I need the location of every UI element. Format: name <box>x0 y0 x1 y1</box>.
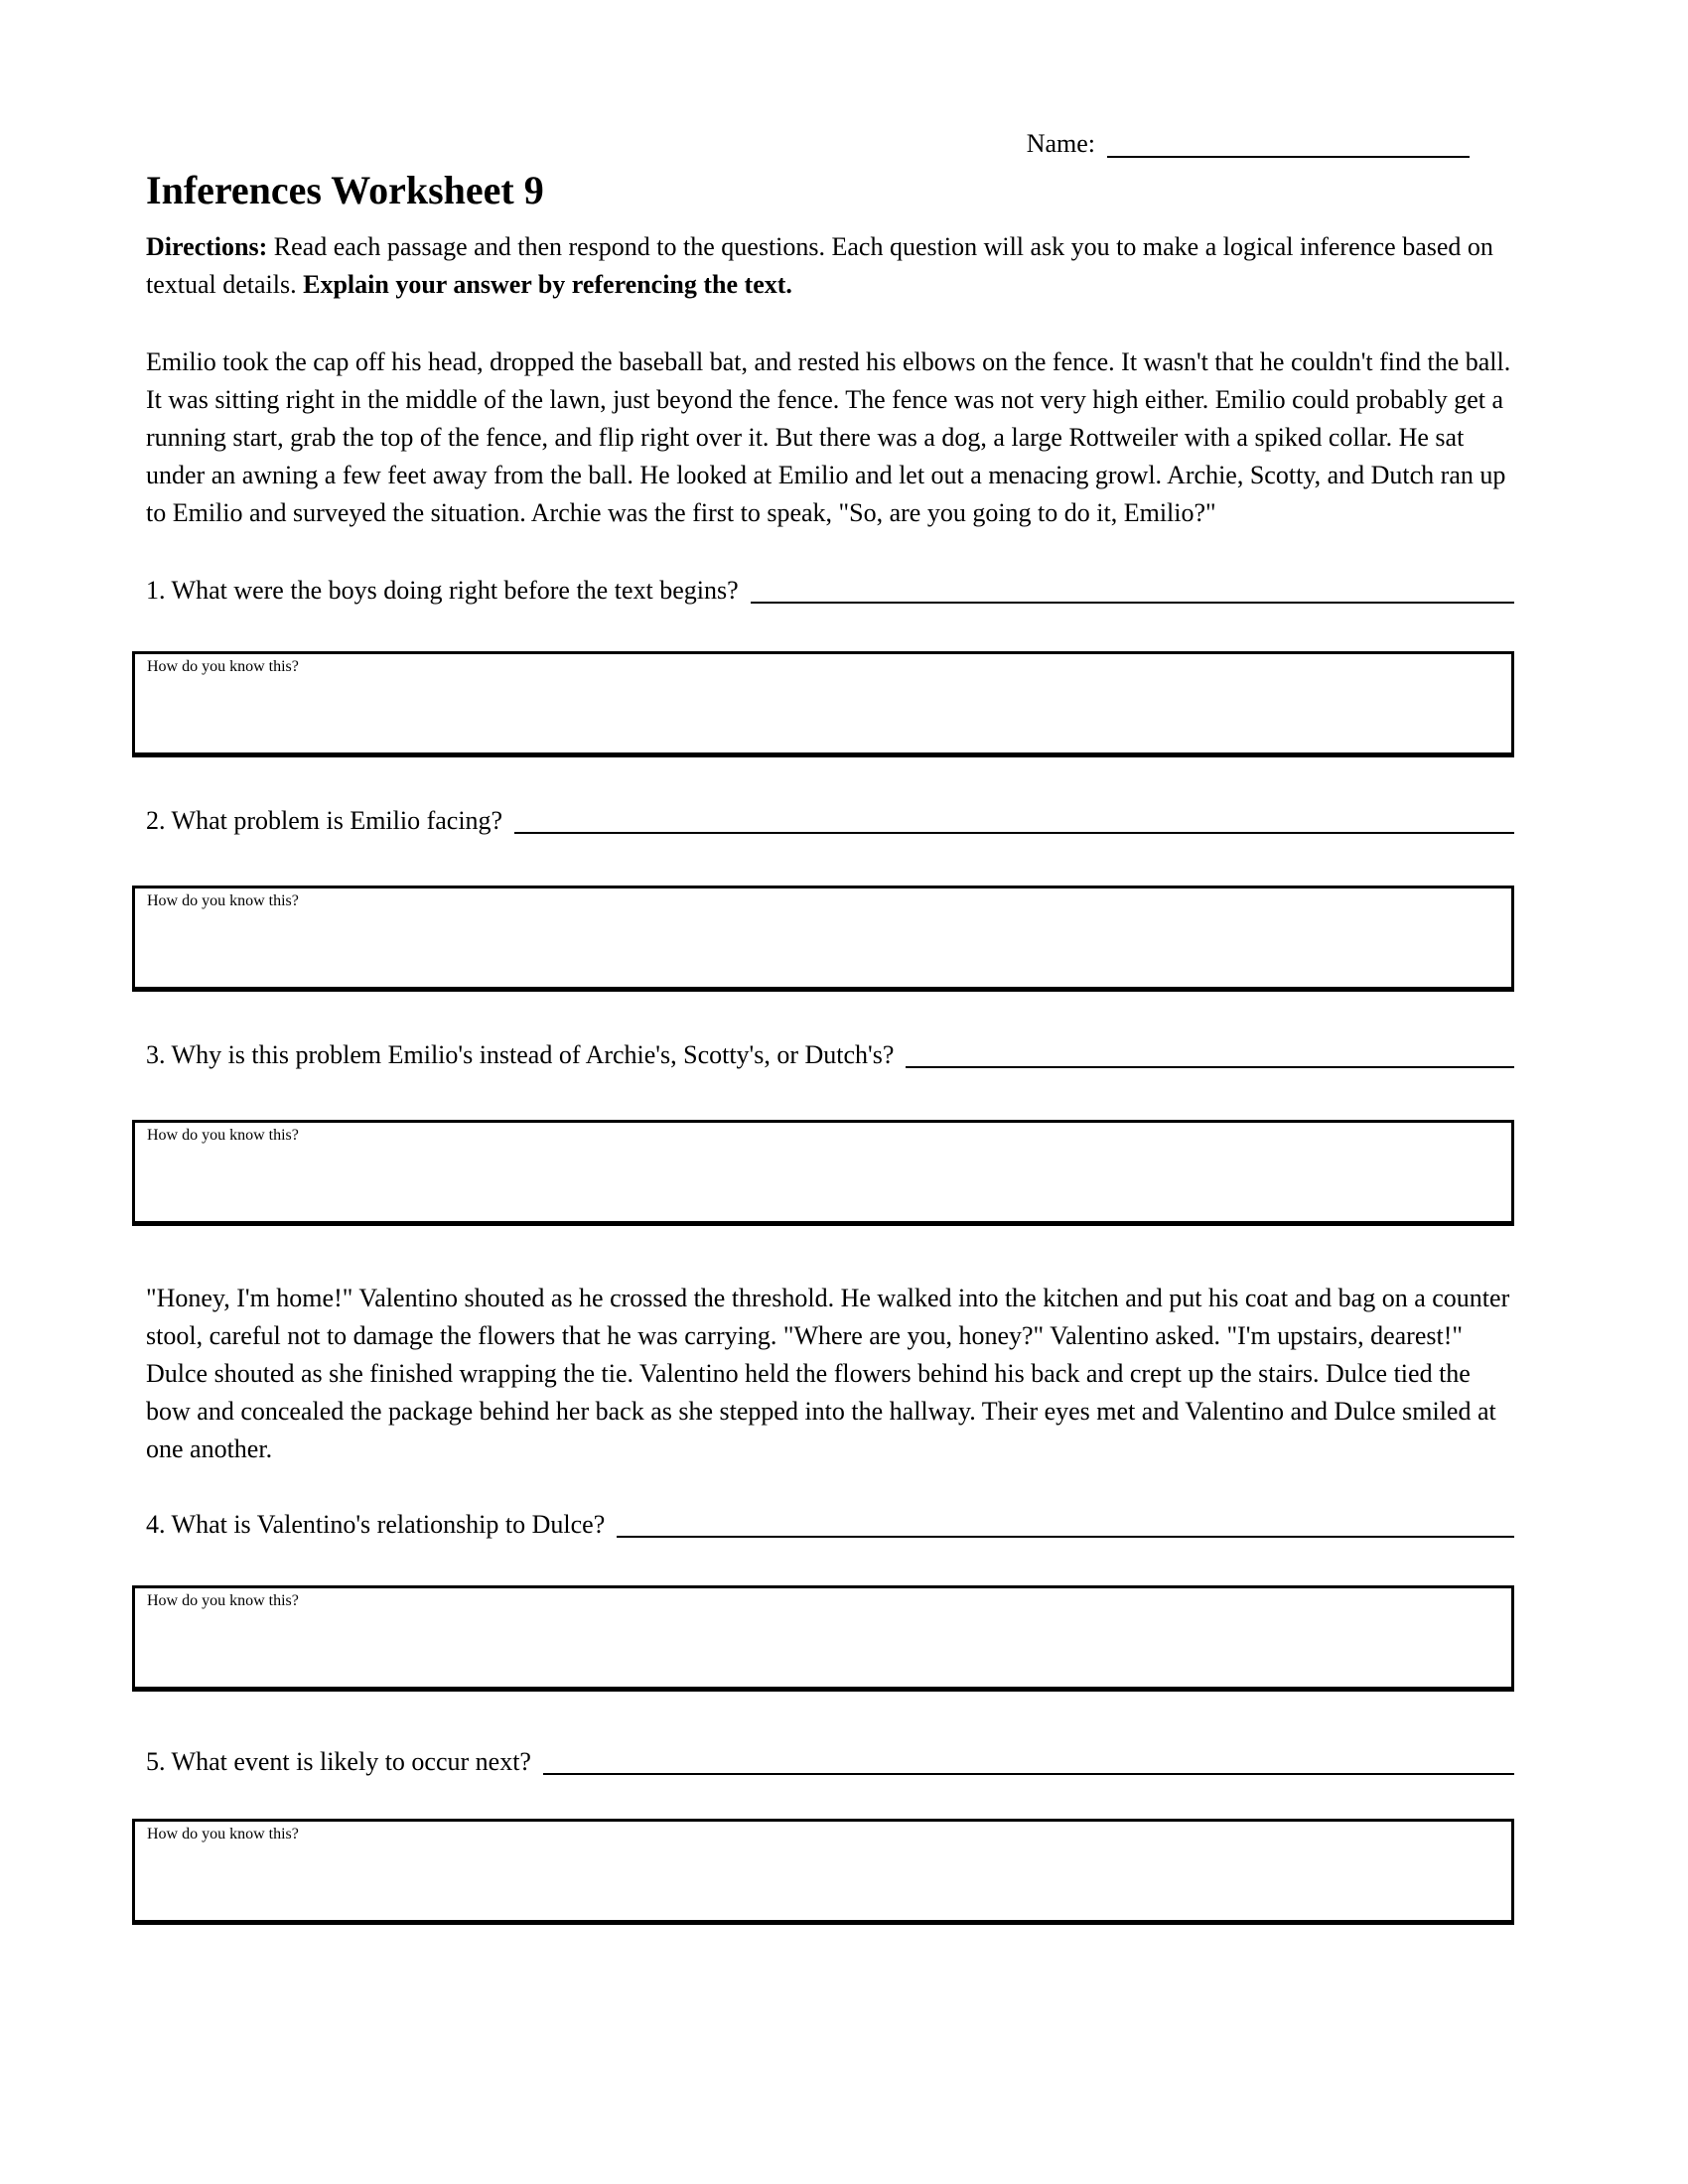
name-label: Name: <box>1026 129 1095 158</box>
answer-box-4[interactable] <box>132 1585 1514 1692</box>
question-2 <box>146 802 1514 840</box>
question-1-answer-line[interactable] <box>751 572 1514 604</box>
passage-2: "Honey, I'm home!" Valentino shouted as he crossed the threshold. He walked into the kitchen and put his coat and bag on a counter stool, careful not to damage the flowers that he was carrying. "Where are you, honey?" Valentino asked. "I'm upstairs, dearest!" Dulce shouted as she finished wrapping the tie. Valentino held the flowers behind his back and crept up the stairs. Dulce tied the bow and concealed the package behind her back as she stepped into the hallway. Their eyes met and Valentino and Dulce smiled at one another. <box>146 1284 1510 1463</box>
question-5-answer-line[interactable] <box>543 1743 1514 1775</box>
page-title: Inferences Worksheet 9 <box>146 168 544 212</box>
question-5-text: 5. What event is likely to occur next? <box>146 1747 531 1776</box>
question-4-answer-line[interactable] <box>617 1506 1514 1538</box>
answer-box-prompt: How do you know this? <box>147 892 299 909</box>
answer-box-prompt: How do you know this? <box>147 1127 299 1144</box>
answer-box-prompt: How do you know this? <box>147 658 299 675</box>
question-1 <box>146 572 1514 610</box>
question-3 <box>146 1036 1514 1074</box>
answer-box-2[interactable] <box>132 886 1514 992</box>
question-2-answer-line[interactable] <box>514 802 1514 834</box>
directions <box>146 228 1514 304</box>
question-4 <box>146 1506 1514 1544</box>
passage-1: Emilio took the cap off his head, dropped the baseball bat, and rested his elbows on the fence. It wasn't that he couldn't find the ball. It was sitting right in the middle of the lawn, just beyond the fence. The fence was not very high either. Emilio could probably get a running start, grab the top of the fence, and flip right over it. But there was a dog, a large Rottweiler with a spiked collar. He sat under an awning a few feet away from the ball. He looked at Emilio and let out a menacing growl. Archie, Scotty, and Dutch ran up to Emilio and surveyed the situation. Archie was the first to speak, "So, are you going to do it, Emilio?" <box>146 347 1511 527</box>
directions-text: Read each passage and then respond to the questions. Each question will ask you to make a logical inference based on textual details. <box>146 232 1493 299</box>
question-3-answer-line[interactable] <box>906 1036 1514 1068</box>
answer-box-5[interactable] <box>132 1819 1514 1925</box>
question-5 <box>146 1743 1514 1781</box>
answer-box-1[interactable] <box>132 651 1514 757</box>
name-blank-line[interactable] <box>1107 136 1470 158</box>
question-4-text: 4. What is Valentino's relationship to Dulce? <box>146 1510 606 1539</box>
question-1-text: 1. What were the boys doing right before the text begins? <box>146 576 739 605</box>
answer-box-3[interactable] <box>132 1120 1514 1226</box>
directions-label: Directions: <box>146 232 268 261</box>
directions-emphasis: Explain your answer by referencing the text. <box>303 270 792 299</box>
name-row <box>146 125 1514 161</box>
answer-box-prompt: How do you know this? <box>147 1592 299 1609</box>
question-2-text: 2. What problem is Emilio facing? <box>146 806 503 835</box>
answer-box-prompt: How do you know this? <box>147 1826 299 1843</box>
question-3-text: 3. Why is this problem Emilio's instead of Archie's, Scotty's, or Dutch's? <box>146 1040 895 1069</box>
